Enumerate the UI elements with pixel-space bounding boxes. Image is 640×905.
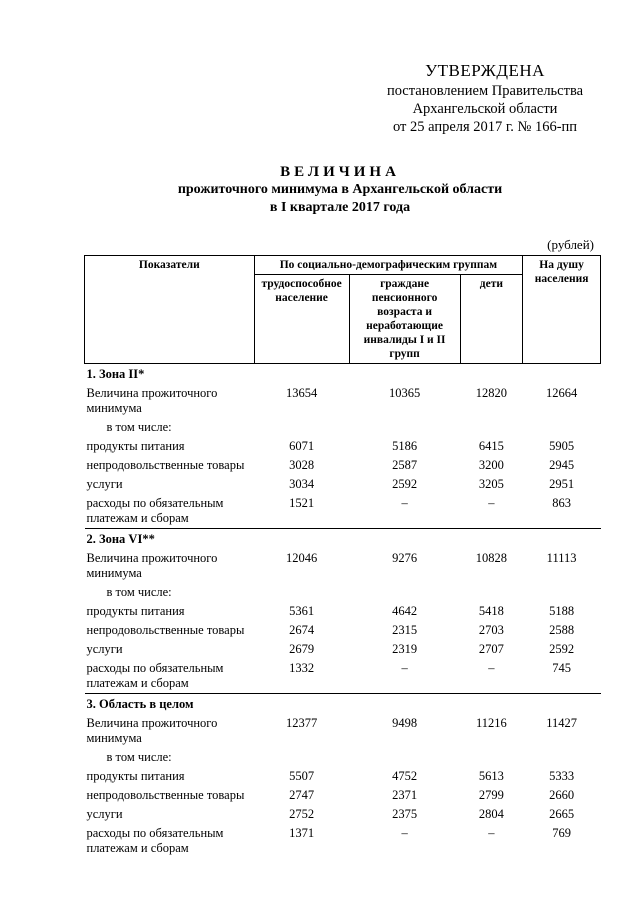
title-main: ВЕЛИЧИНА bbox=[280, 164, 400, 180]
cell-working: 1332 bbox=[289, 661, 315, 675]
table-row bbox=[85, 494, 601, 529]
cell-children: 3205 bbox=[478, 477, 504, 491]
cell-per-capita: 11427 bbox=[546, 716, 577, 730]
cell-working: 2752 bbox=[289, 807, 315, 821]
cell-children bbox=[460, 583, 523, 602]
title-sub-1: прожиточного минимума в Архангельской области bbox=[177, 182, 503, 197]
row-label: расходы по обязательным платежам и сборам bbox=[86, 496, 224, 525]
row-label: в том числе: bbox=[106, 585, 172, 599]
cell-pensioners bbox=[349, 583, 460, 602]
row-label: услуги bbox=[86, 807, 123, 821]
cell-children bbox=[460, 748, 523, 767]
row-label: в том числе: bbox=[106, 420, 172, 434]
cell-children: 6415 bbox=[478, 439, 504, 453]
table-row bbox=[85, 659, 601, 694]
table-row bbox=[85, 475, 601, 494]
title-sub-2: в I квартале 2017 года bbox=[269, 200, 411, 215]
cell-working: 12377 bbox=[285, 716, 318, 730]
subsistence-table bbox=[84, 255, 601, 858]
cell-children bbox=[460, 418, 523, 437]
row-label: непродовольственные товары bbox=[86, 623, 245, 637]
table-row bbox=[85, 549, 601, 583]
cell-pensioners: 4752 bbox=[392, 769, 418, 783]
cell-pensioners: 2371 bbox=[392, 788, 418, 802]
header-working: трудоспособное население bbox=[254, 275, 349, 364]
cell-per-capita: 2660 bbox=[549, 788, 575, 802]
cell-pensioners: 4642 bbox=[392, 604, 418, 618]
cell-pensioners: 9498 bbox=[392, 716, 418, 730]
header-children: дети bbox=[460, 275, 523, 364]
cell-per-capita: 745 bbox=[552, 661, 571, 675]
cell-pensioners: – bbox=[401, 826, 408, 840]
row-label: расходы по обязательным платежам и сборам bbox=[86, 826, 224, 855]
cell-working: 1521 bbox=[289, 496, 315, 510]
cell-children: 2804 bbox=[478, 807, 504, 821]
cell-working bbox=[254, 748, 349, 767]
cell-per-capita bbox=[523, 748, 601, 767]
cell-per-capita: 11113 bbox=[546, 551, 577, 565]
cell-per-capita bbox=[523, 418, 601, 437]
cell-children: 12820 bbox=[475, 386, 508, 400]
cell-working bbox=[254, 583, 349, 602]
cell-working: 6071 bbox=[289, 439, 315, 453]
cell-per-capita: 2665 bbox=[549, 807, 575, 821]
cell-children: 2707 bbox=[478, 642, 504, 656]
units-label: (рублей) bbox=[547, 237, 594, 252]
table-row bbox=[85, 767, 601, 786]
row-label: Величина прожиточного минимума bbox=[86, 551, 218, 580]
cell-per-capita: 769 bbox=[552, 826, 571, 840]
table-body bbox=[85, 364, 601, 859]
section-row bbox=[85, 364, 601, 385]
cell-working: 2674 bbox=[289, 623, 315, 637]
cell-working bbox=[254, 418, 349, 437]
header-groups: По социально-демографическим группам bbox=[254, 256, 523, 275]
cell-per-capita: 2592 bbox=[549, 642, 575, 656]
cell-pensioners: 2315 bbox=[392, 623, 418, 637]
table-row bbox=[85, 384, 601, 418]
table-row bbox=[85, 418, 601, 437]
cell-children: 5418 bbox=[478, 604, 504, 618]
section-title: 3. Область в целом bbox=[85, 694, 601, 715]
cell-pensioners: 9276 bbox=[392, 551, 418, 565]
cell-working: 1371 bbox=[289, 826, 315, 840]
table-row bbox=[85, 602, 601, 621]
cell-pensioners: 2319 bbox=[392, 642, 418, 656]
cell-pensioners bbox=[349, 418, 460, 437]
cell-children: 2703 bbox=[478, 623, 504, 637]
cell-pensioners: 10365 bbox=[388, 386, 421, 400]
section-title: 2. Зона VI** bbox=[85, 529, 601, 550]
approval-title: УТВЕРЖДЕНА bbox=[425, 61, 545, 80]
cell-children: 10828 bbox=[475, 551, 508, 565]
row-label: услуги bbox=[86, 477, 123, 491]
cell-per-capita: 5188 bbox=[549, 604, 575, 618]
table-row bbox=[85, 786, 601, 805]
table-row bbox=[85, 805, 601, 824]
row-label: продукты питания bbox=[86, 439, 185, 453]
cell-pensioners: – bbox=[401, 661, 408, 675]
cell-children: – bbox=[488, 826, 495, 840]
section-title: 1. Зона II* bbox=[85, 364, 601, 385]
cell-pensioners: 2375 bbox=[392, 807, 418, 821]
document-title bbox=[60, 163, 620, 217]
cell-working: 5507 bbox=[289, 769, 315, 783]
header-per-capita: На душу населения bbox=[523, 256, 601, 364]
cell-children: 5613 bbox=[478, 769, 504, 783]
cell-per-capita: 12664 bbox=[545, 386, 578, 400]
row-label: продукты питания bbox=[86, 769, 185, 783]
table-row bbox=[85, 714, 601, 748]
row-label: продукты питания bbox=[86, 604, 185, 618]
section-row bbox=[85, 529, 601, 550]
cell-children: – bbox=[488, 496, 495, 510]
table-row bbox=[85, 437, 601, 456]
table-row bbox=[85, 748, 601, 767]
table-row bbox=[85, 640, 601, 659]
header-indicators: Показатели bbox=[85, 256, 255, 364]
table-row bbox=[85, 824, 601, 858]
cell-working: 2747 bbox=[289, 788, 315, 802]
header-pensioners: граждане пенсионного возраста и неработающие инвалиды I и II групп bbox=[349, 275, 460, 364]
cell-pensioners: 2587 bbox=[392, 458, 418, 472]
cell-per-capita: 2588 bbox=[549, 623, 575, 637]
row-label: услуги bbox=[86, 642, 123, 656]
row-label: непродовольственные товары bbox=[86, 458, 245, 472]
table-row bbox=[85, 456, 601, 475]
cell-per-capita: 5905 bbox=[549, 439, 575, 453]
cell-children: 11216 bbox=[476, 716, 507, 730]
approval-line-4: от 25 апреля 2017 г. № 166-пп bbox=[392, 119, 578, 135]
cell-children: 3200 bbox=[478, 458, 504, 472]
cell-working: 13654 bbox=[285, 386, 318, 400]
cell-per-capita: 5333 bbox=[549, 769, 575, 783]
cell-pensioners bbox=[349, 748, 460, 767]
row-label: Величина прожиточного минимума bbox=[86, 386, 218, 415]
table-row bbox=[85, 583, 601, 602]
cell-working: 5361 bbox=[289, 604, 315, 618]
cell-working: 3028 bbox=[289, 458, 315, 472]
cell-pensioners: 2592 bbox=[392, 477, 418, 491]
row-label: расходы по обязательным платежам и сборам bbox=[86, 661, 224, 690]
cell-per-capita: 2951 bbox=[549, 477, 575, 491]
approval-line-3: Архангельской области bbox=[412, 101, 558, 117]
cell-working: 3034 bbox=[289, 477, 315, 491]
row-label: в том числе: bbox=[106, 750, 172, 764]
cell-per-capita bbox=[523, 583, 601, 602]
row-label: Величина прожиточного минимума bbox=[86, 716, 218, 745]
section-row bbox=[85, 694, 601, 715]
cell-pensioners: 5186 bbox=[392, 439, 418, 453]
cell-working: 2679 bbox=[289, 642, 315, 656]
approval-line-2: постановлением Правительства bbox=[386, 83, 584, 99]
cell-working: 12046 bbox=[285, 551, 318, 565]
approval-stamp bbox=[360, 60, 610, 136]
cell-children: – bbox=[488, 661, 495, 675]
cell-per-capita: 2945 bbox=[549, 458, 575, 472]
row-label: непродовольственные товары bbox=[86, 788, 245, 802]
cell-children: 2799 bbox=[478, 788, 504, 802]
cell-per-capita: 863 bbox=[552, 496, 571, 510]
cell-pensioners: – bbox=[401, 496, 408, 510]
table-row bbox=[85, 621, 601, 640]
